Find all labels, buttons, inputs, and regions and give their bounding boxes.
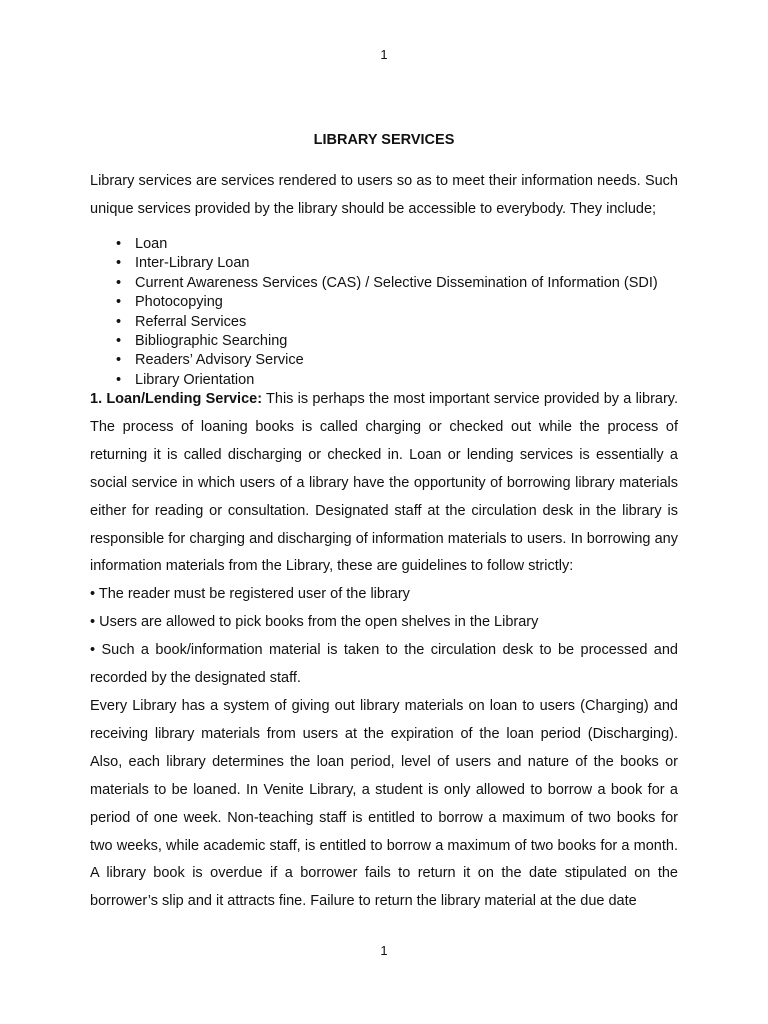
list-item: • Inter-Library Loan — [90, 254, 678, 273]
list-item: • Current Awareness Services (CAS) / Selective Dissemination of Information (SDI) — [90, 274, 678, 293]
section-heading: 1. Loan/Lending Service: — [90, 391, 263, 407]
intro-paragraph: Library services are services rendered to users so as to meet their information needs. Such unique services provided by the library should be accessible to everybody. They include; — [90, 173, 678, 217]
bullet-icon: • — [116, 274, 122, 291]
guideline-item: • Users are allowed to pick books from the open shelves in the Library — [90, 614, 539, 631]
bullet-icon: • — [116, 294, 122, 311]
page-number-bottom: 1 — [380, 943, 388, 958]
bullet-icon: • — [116, 371, 122, 388]
list-item: • Photocopying — [90, 293, 678, 312]
list-item: • Readers’ Advisory Service — [90, 351, 678, 370]
bullet-icon: • — [116, 352, 122, 369]
page-number-top: 1 — [380, 47, 388, 62]
closing-paragraph: Every Library has a system of giving out library materials on loan to users (Charging) and receiving library materials from users at the expiration of the loan period (Discharging). Also, each library determines the loan period, level of users and nature of the books or materials to be loaned. In Venite Library, a student is only allowed to borrow a book for a period of one week. Non-teaching staff is entitled to borrow a maximum of two books for two weeks, while academic staff, is entitled to borrow a maximum of two books for a month. A library book is overdue if a borrower fails to return it on the date stipulated on the borrower’s slip and it attracts fine. Failure to return the library material at the due date — [90, 697, 678, 910]
bullet-icon: • — [116, 236, 122, 252]
document-title: LIBRARY SERVICES — [313, 132, 455, 148]
guideline-item: • The reader must be registered user of the library — [90, 586, 410, 603]
list-item: • Loan — [90, 235, 678, 254]
bullet-icon: • — [116, 313, 122, 330]
bullet-icon: • — [116, 255, 122, 272]
loan-paragraph — [90, 386, 678, 581]
loan-text: This is perhaps the most important service provided by a library. The process of loaning books is called charging or checked out while the process of returning it is called discharging or checked in. Loan or lending services is essentially a social service in which users of a library have the opportunity of borrowing library materials either for reading or consultation. Designated staff at the circulation desk in the library is responsible for charging and discharging of information materials to users. In borrowing any information materials from the Library, these are guidelines to follow strictly: — [90, 391, 679, 575]
services-list — [90, 235, 678, 390]
list-item: • Bibliographic Searching — [90, 332, 678, 351]
list-item: • Referral Services — [90, 313, 678, 332]
list-item: • Library Orientation — [90, 371, 678, 390]
bullet-icon: • — [116, 332, 122, 349]
guideline-item: • Such a book/information material is taken to the circulation desk to be processed and recorded by the designated staff. — [90, 642, 678, 687]
loan-section — [90, 386, 678, 916]
